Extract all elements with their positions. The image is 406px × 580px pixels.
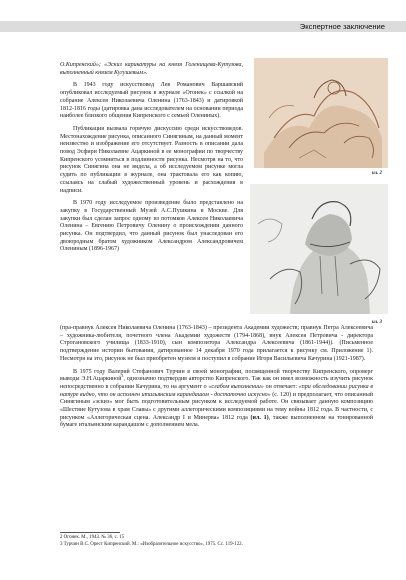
paragraph-1: В 1943 году искусствовед Лев Романович Варшавский опубликовал исследуемый рисунок в журнале «Огонек» с ссылкой на собрание Алексея Николаевича Оленина (1763-1843) и датировкой 1812-1816 годы (датировка дана исследователем на основании периода наиболее близкого общения Кипренского с семьей Олениных). [60, 82, 243, 120]
text-run: , также выполненном на тонированной бумаге итальянским карандашом с дополнением мела. [60, 414, 373, 429]
text-run: В 1975 году Валерий Стефанович Турчин в своей монографии, посвященной творчеству Кипренского, опроверг выводы Э.Н.Ацаркиной [60, 368, 373, 383]
footnote-2: 2 Огонек. М., 1943. № 36, с. 15 [60, 535, 125, 540]
quote-run: «при обследовании рисунка в натуре видно, что он исполнен итальянским карандашом - достаточно искусно» [60, 383, 373, 398]
text-run: (с. 120) и предполагает, что описанный Синягиным «эскиз» мог быть подготовительным рисунком к исследуемой работе. Он связывает данную композицию «Шествие Кутузова в храм Славы» с другими аллегорическими композициями на тему войны 1812 года. В частности, с рисунком «Аллегорическая сцена. Александр I и Минерва» 1812 года [60, 391, 373, 421]
quote-run: «слабом выполнении» [208, 383, 264, 390]
paragraph-3-continued: (пра-правнук Алексея Николаевича Оленина (1763-1843) – президента Академии художеств; правнук Петра Алексеевича – художника-любителя, почетного члена Академии художеств (1794-1868), внук Алексея Петровича - директора Строгановского училища (1833-1910), сын композитора Александра Алексеевича (1861-1944)). (Письменное подтверждение истории бытования, датированное 14 декабря 1970 года прилагается к рисунку см. Приложение 1). Несмотря на это, рисунок не был приобретен музеем и поступил в собрание Игоря Васильевича Качурина (1921-1987). [60, 325, 373, 362]
illustration-ref: (ил. 1) [250, 414, 269, 421]
paragraph-3: В 1970 году исследуемое произведение было представлено на закупку в Государственный Музей А.С.Пушкина в Москве. Для закупки был сделан запрос одному из потомков Алексея Николаевича Оленина – Евгению Петровичу Оленину о происхождении данного рисунка. Он подтвердил, что данный рисунок был унаследован его двоюродным братом художником Александром Александровичем Олениным (1896-1967) [60, 200, 243, 253]
column-text [60, 62, 243, 254]
illustration-2 [254, 58, 388, 168]
illustration-3-caption: ил. 3 [372, 320, 382, 325]
paragraph-2: Публикация вызвала горячую дискуссию среди искусствоведов. Местонахождение рисунка, описанного Синягиным, на данный момент неизвестно и изображение его отсутствует. Разность в описании дала повод Эсфири Николаевне Ацаркиной в ее монографии по творчеству Кипренского усомниться в подлинности рисунка. Несмотря на то, что рисунок Синягина она не видела, а об исследуемом рисунке могла судить по публикации в журнале, она трактовала его как копию, ссылаясь на слабый художественный уровень и расхождения в надписи. [60, 125, 243, 194]
paragraph-0: О.Кипренский»; «Эскиз карикатуры на князя Голенищева-Кутузова, выполненный князем Кугушевым». [60, 62, 243, 76]
paragraph-4 [60, 369, 373, 431]
text-run: , однозначно подтвердив авторство Кипренского. Так как он имел возможность изучить рисунок непосредственно в собрании Качурина, то на аргумент о [60, 376, 373, 390]
footnote-divider [60, 532, 120, 533]
full-width-text [60, 325, 373, 430]
page-header-title: Экспертное заключение [299, 22, 385, 31]
footnote-ref: 3 [121, 373, 124, 379]
illustration-2-caption: ил. 2 [372, 171, 382, 176]
illustration-3 [250, 184, 388, 314]
text-run: он отвечает: [263, 383, 299, 390]
footnote-3: 3 Турчин В.С. Орест Кипренский. М.: «Изобразительное искусство», 1975. Сс. 119-122. [60, 542, 243, 547]
